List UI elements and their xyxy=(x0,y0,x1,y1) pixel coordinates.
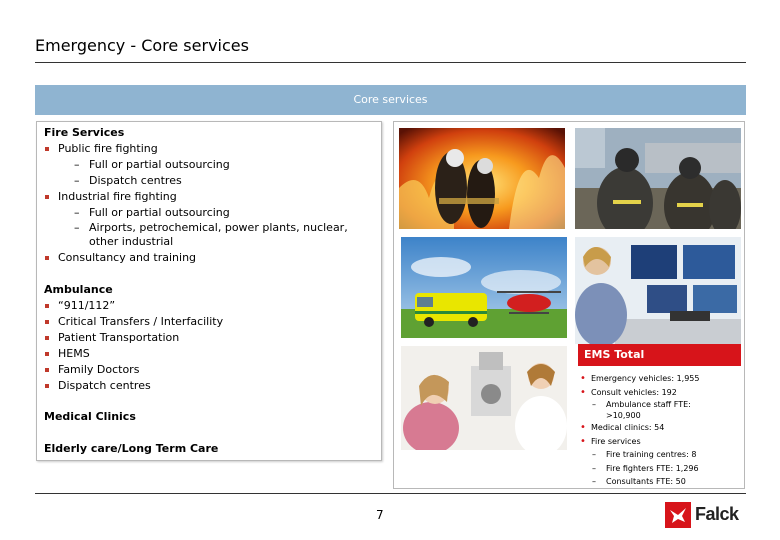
list-item: • Consult vehicles: 192 xyxy=(580,386,745,400)
list-item: • Fire services xyxy=(580,435,745,449)
list-item: Industrial fire fighting xyxy=(44,189,381,205)
list-subitem: – Full or partial outsourcing xyxy=(74,206,230,219)
core-services-banner: Core services xyxy=(35,85,746,115)
list-item: • Emergency vehicles: 1,955 xyxy=(580,372,745,386)
list-item: Dispatch centres xyxy=(44,378,381,394)
list-item: Family Doctors xyxy=(44,362,381,378)
list-item: Critical Transfers / Interfacility xyxy=(44,314,381,330)
falck-logo xyxy=(665,502,745,530)
list-item: Patient Transportation xyxy=(44,330,381,346)
page-number: 7 xyxy=(376,508,384,522)
list-subitem: – Full or partial outsourcing xyxy=(74,158,230,171)
firefighters-fire-photo xyxy=(399,128,565,229)
firefighters-gear-photo xyxy=(575,128,741,229)
list-subitem: – Fire fighters FTE: 1,296 xyxy=(592,463,699,473)
elderly-care-heading: Elderly care/Long Term Care xyxy=(44,442,219,455)
logo-wordmark: Falck xyxy=(695,504,739,524)
eye-exam-photo xyxy=(401,346,567,450)
list-subitem: – Fire training centres: 8 xyxy=(592,450,697,459)
list-subitem: – Dispatch centres xyxy=(74,174,182,187)
list-item: • Medical clinics: 54 xyxy=(580,421,745,435)
title-divider xyxy=(35,62,746,63)
list-item: HEMS xyxy=(44,346,381,362)
ems-stats-list xyxy=(580,372,745,489)
list-subitem: – Airports, petrochemical, power plants, nuclear, other industrial xyxy=(74,221,348,248)
footer-divider xyxy=(35,493,746,494)
list-item: Public fire fighting xyxy=(44,141,381,157)
medical-clinics-heading: Medical Clinics xyxy=(44,410,136,423)
services-list-panel xyxy=(36,121,382,461)
list-subitem: – Ambulance staff FTE: >10,900 xyxy=(592,400,691,420)
falcon-icon xyxy=(665,502,691,528)
list-item: Consultancy and training xyxy=(44,250,381,266)
ambulance-heading: Ambulance xyxy=(44,283,113,296)
list-item: “911/112” xyxy=(44,298,381,314)
fire-services-heading: Fire Services xyxy=(44,126,125,139)
dispatch-centre-photo xyxy=(575,237,741,344)
ambulance-helicopter-photo xyxy=(401,237,567,338)
page-title: Emergency - Core services xyxy=(35,36,249,55)
list-subitem: – Consultants FTE: 50 xyxy=(592,477,686,486)
ems-total-heading: EMS Total xyxy=(578,344,741,366)
